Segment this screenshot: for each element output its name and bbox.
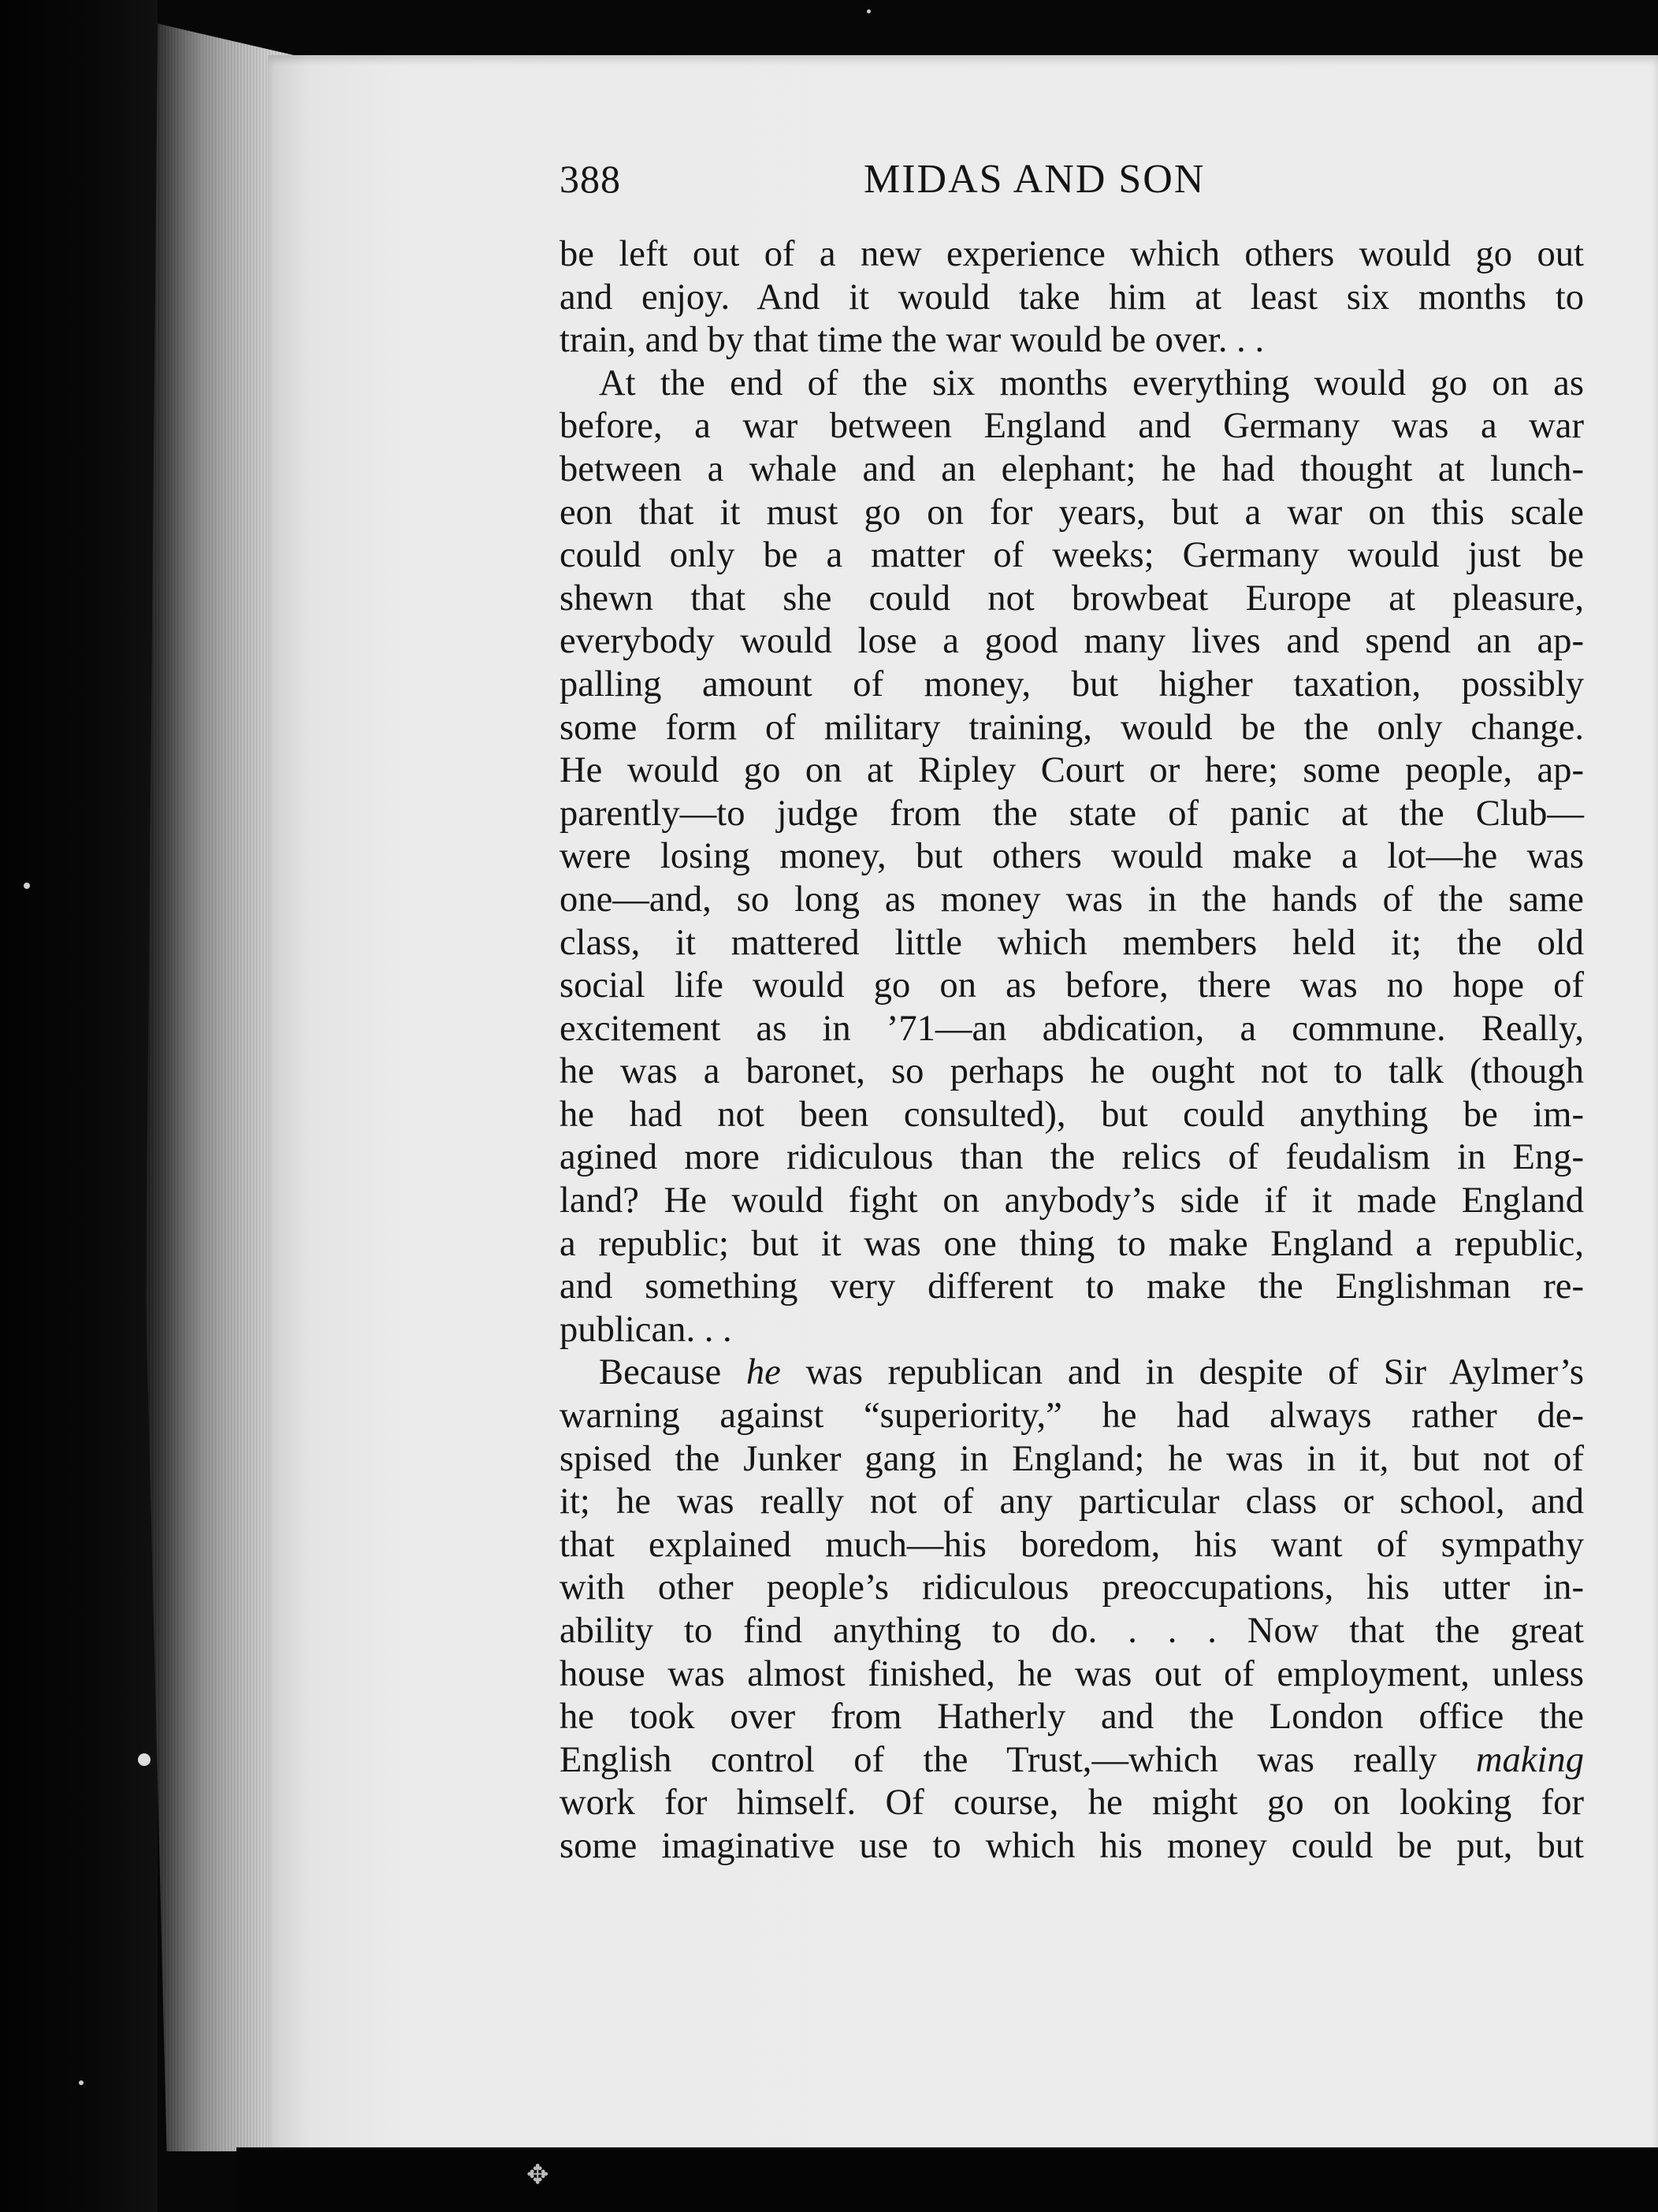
text-line: before, a war between England and Germany was a war [559, 405, 1584, 447]
text-line: ability to find anything to do. . . . Now that the great [559, 1610, 1584, 1651]
text-line: some imaginative use to which his money could be put, but [559, 1824, 1584, 1866]
running-head [559, 156, 1584, 211]
text-line: some form of military training, would be the only change. [559, 706, 1584, 748]
dust-speck [867, 9, 871, 13]
text-line: parently—to judge from the state of panic at the Club— [559, 792, 1584, 834]
text-line: train, and by that time the war would be over. . . [559, 319, 1265, 361]
text-line: with other people’s ridiculous preoccupations, his utter in- [559, 1567, 1584, 1608]
text-line: Because he was republican and in despite of Sir Aylmer’s [599, 1351, 1584, 1393]
text-line: publican. . . [559, 1308, 732, 1350]
text-line: and something very different to make the Englishman re- [559, 1266, 1584, 1307]
text-line: spised the Junker gang in England; he was in it, but not of [559, 1437, 1584, 1479]
text-line: agined more ridiculous than the relics of feudalism in Eng- [559, 1136, 1584, 1178]
text-line: be left out of a new experience which others would go out [559, 233, 1584, 274]
text-line: warning against “superiority,” he had always rather de- [559, 1395, 1584, 1437]
body-text [559, 232, 1584, 1868]
text-line: class, it mattered little which members held it; the old [559, 921, 1584, 963]
text-line: he was a baronet, so perhaps he ought not to talk (though [559, 1050, 1584, 1092]
text-line: English control of the Trust,—which was really making [559, 1738, 1584, 1780]
scan-artifact-mark: ✥ [526, 2159, 549, 2191]
text-line: house was almost finished, he was out of employment, unless [559, 1652, 1584, 1694]
text-line: everybody would lose a good many lives and spend an ap- [559, 620, 1584, 662]
scanner-edge [0, 0, 158, 2212]
text-line: were losing money, but others would make a lot—he was [559, 835, 1584, 877]
text-line: one—and, so long as money was in the hands of the same [559, 878, 1584, 920]
text-line: land? He would fight on anybody’s side if it made England [559, 1180, 1584, 1221]
dust-speck [79, 2080, 84, 2085]
text-line: could only be a matter of weeks; Germany would just be [559, 534, 1584, 576]
text-line: it; he was really not of any particular class or school, and [559, 1481, 1584, 1522]
text-line: work for himself. Of course, he might go on looking for [559, 1782, 1584, 1824]
text-line: between a whale and an elephant; he had thought at lunch- [559, 448, 1584, 489]
text-line: a republic; but it was one thing to make England a republic, [559, 1222, 1584, 1264]
text-line: eon that it must go on for years, but a war on this scale [559, 491, 1584, 533]
text-line: At the end of the six months everything would go on as [599, 362, 1584, 403]
dust-speck [24, 883, 30, 889]
text-line: He would go on at Ripley Court or here; some people, ap- [559, 749, 1584, 791]
text-line: he had not been consulted), but could anything be im- [559, 1093, 1584, 1135]
page-title: MIDAS AND SON [864, 157, 1206, 202]
text-line: social life would go on as before, there was no hope of [559, 965, 1584, 1006]
text-line: and enjoy. And it would take him at least six months to [559, 276, 1584, 318]
text-line: that explained much—his boredom, his want of sympathy [559, 1523, 1584, 1565]
text-line: palling amount of money, but higher taxation, possibly [559, 663, 1584, 704]
page-number: 388 [559, 157, 621, 201]
text-line: excitement as in ’71—an abdication, a commune. Really, [559, 1007, 1584, 1049]
text-line: shewn that she could not browbeat Europe at pleasure, [559, 577, 1584, 619]
page-bottom-shadow [236, 2147, 1658, 2212]
dust-speck [138, 1753, 151, 1766]
text-line: he took over from Hatherly and the London office the [559, 1696, 1584, 1738]
